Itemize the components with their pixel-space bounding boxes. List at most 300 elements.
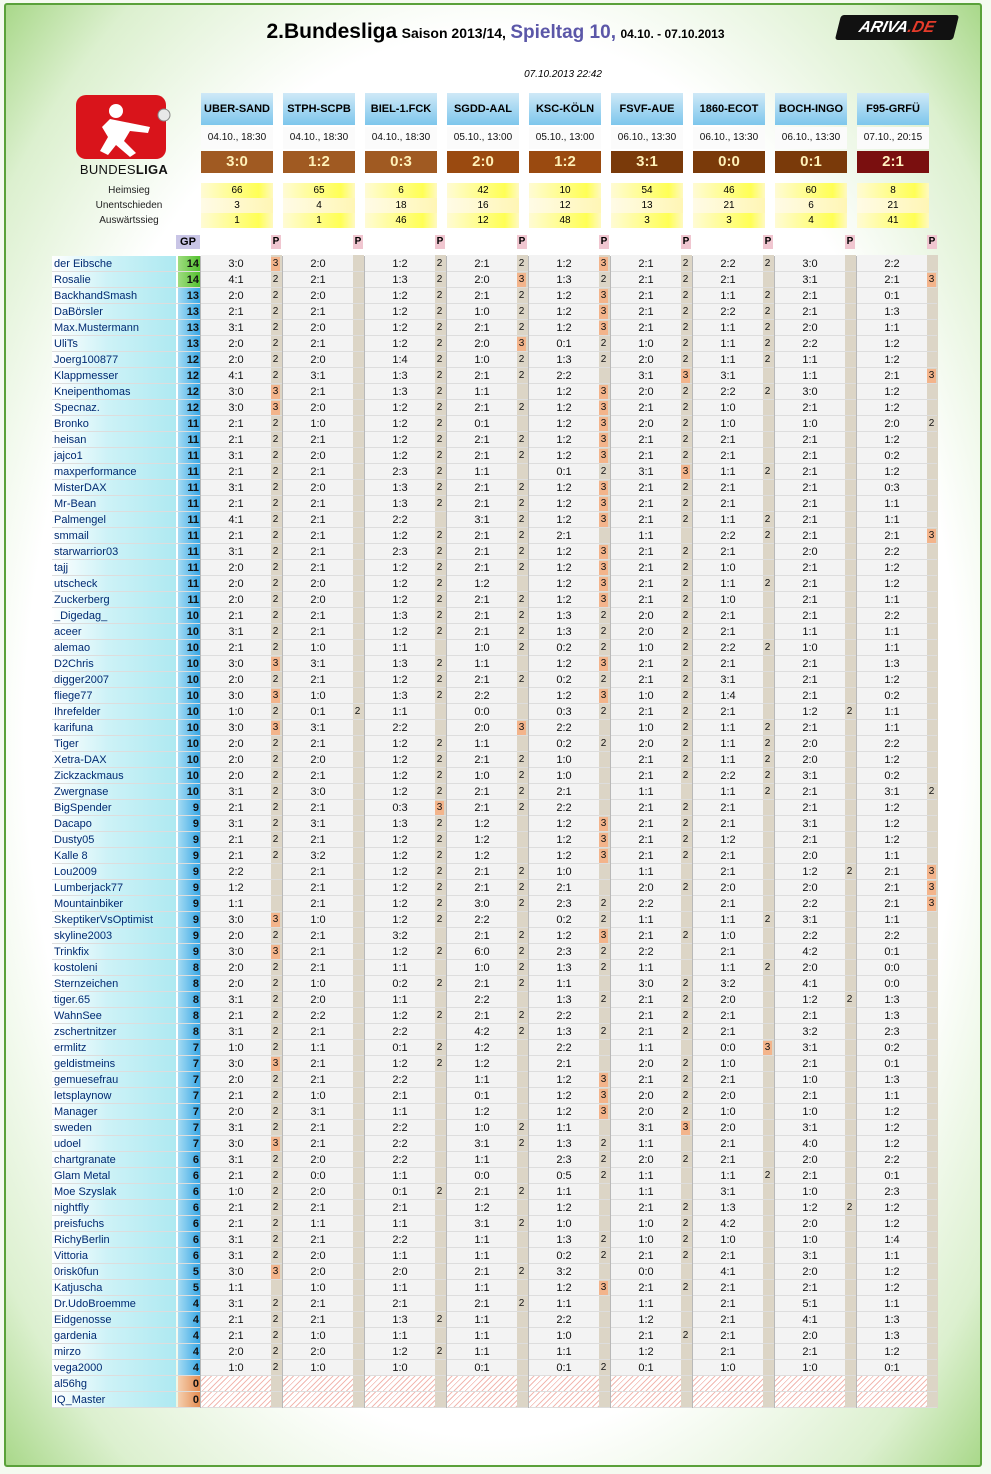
tip-cell: 0:0 [884,962,900,974]
player-name[interactable]: jajco1 [54,450,83,462]
tip-points [681,961,690,975]
player-name[interactable]: tajj [54,562,69,574]
player-points: 11 [178,448,200,464]
table-row [52,432,942,448]
match-result: 0:1 [775,151,847,173]
player-name[interactable]: utscheck [54,578,98,590]
player-name[interactable]: Tiger [54,738,79,750]
match-code[interactable]: 1860-ECOT [693,93,765,125]
tip-cell: 4:1 [228,514,244,526]
player-name[interactable]: letsplaynow [54,1090,112,1102]
tip-points [927,641,936,655]
tip-points: 2 [600,706,607,717]
tip-points [927,385,936,399]
tip-cell: 2:1 [310,546,326,558]
tip-points [763,1297,772,1311]
tip-cell: 2:0 [638,610,654,622]
tip-points [845,785,854,799]
empty-tip-cell [529,1376,599,1392]
tip-points: 2 [518,786,525,797]
tip-cell: 1:2 [474,1042,490,1054]
player-points: 14 [178,272,200,288]
tip-points: 2 [682,850,689,861]
player-name[interactable]: MisterDAX [54,482,107,494]
player-name[interactable]: DaBörsler [54,306,103,318]
match-code[interactable]: FSVF-AUE [611,93,683,125]
tip-points [517,849,526,863]
tip-cell: 1:0 [310,914,326,926]
tip-cell: 2:1 [720,1346,736,1358]
tip-cell: 3:0 [802,386,818,398]
tip-cell: 1:2 [228,882,244,894]
table-row [52,784,942,800]
tip-cell: 1:1 [556,1346,572,1358]
player-name[interactable]: _Digedag_ [54,610,108,622]
player-name[interactable]: Bronko [54,418,89,430]
tip-points [353,321,362,335]
player-name[interactable]: vega2000 [54,1362,103,1374]
tip-points [271,897,280,911]
table-row [52,336,942,352]
player-name[interactable]: Ihrefelder [54,706,101,718]
player-points: 11 [178,512,200,528]
player-name[interactable]: Sternzeichen [54,978,119,990]
player-points: 7 [178,1040,200,1056]
tip-cell: 0:1 [884,946,900,958]
tip-cell: 1:1 [392,706,408,718]
tip-points [927,1169,936,1183]
tip-cell: 1:3 [392,690,408,702]
player-name[interactable]: preisfuchs [54,1218,105,1230]
table-row [52,368,942,384]
tip-cell: 2:1 [310,946,326,958]
tip-cell: 1:2 [884,1282,900,1294]
tip-points: 2 [272,818,279,829]
player-name[interactable]: Zwergnase [54,786,109,798]
player-name[interactable]: kostoleni [54,962,98,974]
tip-cell: 1:2 [556,834,572,846]
match-code[interactable]: BOCH-INGO [775,93,847,125]
player-name[interactable]: RichyBerlin [54,1234,110,1246]
tip-points [845,625,854,639]
player-name[interactable]: zschertnitzer [54,1026,117,1038]
tip-cell: 1:2 [884,1218,900,1230]
tip-cell: 0:1 [556,338,572,350]
tip-points: 2 [436,498,443,509]
tip-points [927,1297,936,1311]
tip-points [681,897,690,911]
tip-cell: 2:1 [310,674,326,686]
tip-cell: 2:0 [228,738,244,750]
tip-cell: 1:2 [474,818,490,830]
tip-points [353,1361,362,1375]
player-name[interactable]: Xetra-DAX [54,754,107,766]
empty-tip-cell [365,1376,435,1392]
tip-cell: 1:2 [884,674,900,686]
player-name[interactable]: IQ_Master [54,1394,106,1406]
tip-cell: 2:1 [310,386,326,398]
tip-cell: 2:1 [884,274,900,286]
tip-points: 2 [272,1362,279,1373]
tip-cell: 2:0 [884,418,900,430]
tip-cell: 2:2 [392,1074,408,1086]
tip-points [763,673,772,687]
tip-points [927,481,936,495]
tip-points: 2 [272,770,279,781]
player-name[interactable]: Klappmesser [54,370,119,382]
tip-cell: 2:0 [310,994,326,1006]
tip-cell: 3:1 [310,370,326,382]
tip-points [353,1217,362,1231]
tip-cell: 2:1 [638,802,654,814]
tip-points [517,817,526,831]
tip-cell: 2:1 [228,1202,244,1214]
tip-points: 2 [272,754,279,765]
tip-points: 2 [272,1218,279,1229]
tip-cell: 1:2 [392,786,408,798]
tip-cell: 0:1 [310,706,326,718]
player-name[interactable]: ermlitz [54,1042,87,1054]
table-row [52,272,942,288]
player-points: 6 [178,1216,200,1232]
tip-points [763,865,772,879]
tip-points: 2 [518,1186,525,1197]
player-name[interactable]: udoel [54,1138,81,1150]
tip-cell: 1:1 [310,1218,326,1230]
tip-points: 2 [518,402,525,413]
tip-cell: 2:1 [638,434,654,446]
tip-points [927,1281,936,1295]
tip-points [927,1345,936,1359]
tip-cell: 1:1 [392,1218,408,1230]
tip-cell: 1:0 [720,1058,736,1070]
player-name[interactable]: Eidgenosse [54,1314,112,1326]
draw-count: 16 [447,198,519,213]
empty-tip-cell [529,1392,599,1408]
player-name[interactable]: fliege77 [54,690,93,702]
tip-points: 2 [682,1330,689,1341]
player-name[interactable]: Dr.UdoBroemme [54,1298,136,1310]
tip-points: 2 [272,1106,279,1117]
tip-points [353,1297,362,1311]
player-name[interactable]: Specnaz. [54,402,100,414]
tip-cell: 2:2 [720,258,736,270]
player-name[interactable]: WahnSee [54,1010,102,1022]
player-name[interactable]: Palmengel [54,514,106,526]
tip-cell: 1:2 [474,850,490,862]
tip-points: 2 [846,1202,853,1213]
tip-points [599,721,608,735]
tip-cell: 2:1 [802,562,818,574]
tip-cell: 2:1 [720,1010,736,1022]
player-name[interactable]: gardenia [54,1330,97,1342]
tip-points: 2 [436,770,443,781]
player-name[interactable]: Joerg100877 [54,354,119,366]
player-name[interactable]: skyline2003 [54,930,113,942]
tip-cell: 0:2 [884,1042,900,1054]
tip-points [927,705,936,719]
player-points: 11 [178,560,200,576]
tip-cell: 2:1 [802,834,818,846]
player-name[interactable]: Rosalie [54,274,91,286]
table-row [52,1056,942,1072]
tip-points [435,993,444,1007]
player-name[interactable]: BackhandSmash [54,290,138,302]
tip-cell: 4:1 [720,1266,736,1278]
empty-tip-cell [365,1392,435,1408]
player-name[interactable]: Katjuscha [54,1282,103,1294]
tip-points [353,945,362,959]
player-points: 4 [178,1312,200,1328]
tip-points: 2 [436,626,443,637]
tip-points [353,305,362,319]
player-name[interactable]: BigSpender [54,802,112,814]
tip-points [353,1009,362,1023]
player-name[interactable]: D2Chris [54,658,94,670]
tip-points [435,1249,444,1263]
tip-points [763,1265,772,1279]
tip-points: 2 [272,1154,279,1165]
player-name[interactable]: 0risk0fun [54,1266,99,1278]
player-points: 9 [178,864,200,880]
tip-cell: 1:1 [720,322,736,334]
tip-points: 2 [518,882,525,893]
tip-cell: 1:0 [228,1042,244,1054]
tip-points [763,993,772,1007]
player-name[interactable]: Kalle 8 [54,850,88,862]
tip-cell: 1:0 [556,754,572,766]
player-name[interactable]: aceer [54,626,82,638]
tip-points [353,513,362,527]
tip-points [353,689,362,703]
player-name[interactable]: heisan [54,434,87,446]
tip-cell: 2:0 [228,354,244,366]
player-name[interactable]: nightfly [54,1202,89,1214]
tip-cell: 1:3 [556,626,572,638]
player-name[interactable]: alemao [54,642,91,654]
player-name[interactable]: der Eibsche [54,258,113,270]
column-divider [200,256,201,1408]
tip-points: 3 [272,258,279,269]
tip-points: 2 [436,690,443,701]
tip-cell: 2:0 [310,322,326,334]
player-name[interactable]: SkeptikerVsOptimist [54,914,154,926]
tip-cell: 2:0 [228,962,244,974]
tip-cell: 1:0 [720,930,736,942]
tip-points: 2 [682,386,689,397]
tip-points [353,577,362,591]
tip-cell: 2:1 [474,866,490,878]
player-name[interactable]: Zickzackmaus [54,770,124,782]
tip-cell: 3:1 [228,1298,244,1310]
tip-cell: 1:3 [884,1010,900,1022]
tip-cell: 1:2 [392,418,408,430]
player-name[interactable]: karifuna [54,722,94,734]
tip-points: 3 [518,722,525,733]
player-name[interactable]: al56hg [54,1378,88,1390]
player-name[interactable]: maxperformance [54,466,137,478]
tip-cell: 2:0 [310,402,326,414]
match-code[interactable]: UBER-SAND [201,93,273,125]
tip-cell: 1:3 [720,1202,736,1214]
tip-points: 3 [928,866,935,877]
player-name[interactable]: geldistmeins [54,1058,116,1070]
column-divider [610,256,611,1408]
player-name[interactable]: Mountainbiker [54,898,124,910]
tip-cell: 2:1 [802,594,818,606]
player-name[interactable]: Dacapo [54,818,92,830]
tip-cell: 1:1 [392,962,408,974]
tip-points [517,913,526,927]
tip-points: 2 [682,610,689,621]
tip-cell: 2:0 [720,882,736,894]
tip-cell: 6:0 [474,946,490,958]
tip-cell: 3:1 [638,1122,654,1134]
match-code[interactable]: BIEL-1.FCK [365,93,437,125]
tip-points: 2 [682,1010,689,1021]
tip-points: 3 [272,1058,279,1069]
table-row [52,1264,942,1280]
match-code[interactable]: STPH-SCPB [283,93,355,125]
tip-points [353,721,362,735]
tip-points [927,1313,936,1327]
player-name[interactable]: Glam Metal [54,1170,111,1182]
player-name[interactable]: mirzo [54,1346,81,1358]
player-name[interactable]: Dusty05 [54,834,95,846]
tip-points [845,609,854,623]
tip-points [763,1233,772,1247]
tip-points: 2 [518,546,525,557]
tip-points [435,721,444,735]
tip-cell: 2:1 [720,434,736,446]
tip-points: 3 [600,562,607,573]
player-name[interactable]: Moe Szyslak [54,1186,117,1198]
tip-points [517,1089,526,1103]
tip-points [681,1169,690,1183]
tip-cell: 2:1 [802,722,818,734]
home-win-count: 6 [365,183,437,198]
tip-cell: 2:0 [802,1154,818,1166]
tip-cell: 3:1 [310,1106,326,1118]
tip-points: 2 [272,290,279,301]
tip-cell: 2:2 [474,690,490,702]
player-name[interactable]: Lumberjack77 [54,882,124,894]
player-name[interactable]: gemuesefrau [54,1074,119,1086]
tip-points [517,833,526,847]
player-name[interactable]: Mr-Bean [54,498,97,510]
tip-points: 2 [600,898,607,909]
player-name[interactable]: chartgranate [54,1154,116,1166]
tip-points [517,689,526,703]
tip-points [845,1121,854,1135]
tip-points [353,833,362,847]
tip-cell: 1:1 [228,1282,244,1294]
away-win-count: 41 [857,213,929,228]
tip-points [927,1073,936,1087]
tip-cell: 2:1 [802,498,818,510]
tip-cell: 2:1 [474,674,490,686]
match-code[interactable]: SGDD-AAL [447,93,519,125]
tip-cell: 3:1 [720,674,736,686]
tip-points [845,913,854,927]
column-divider [856,256,857,1408]
table-row [52,1184,942,1200]
tip-points [927,1361,936,1375]
player-name[interactable]: Trinkfix [54,946,90,958]
player-name[interactable]: digger2007 [54,674,110,686]
tip-points [845,385,854,399]
tip-points [927,577,936,591]
tip-points: 2 [272,354,279,365]
player-name[interactable]: tiger.65 [54,994,91,1006]
player-points: 6 [178,1248,200,1264]
tip-points [599,1057,608,1071]
tip-points [763,977,772,991]
tip-points: 3 [600,386,607,397]
tip-points: 2 [436,1010,443,1021]
tip-points [435,1265,444,1279]
tip-cell: 1:1 [474,1314,490,1326]
player-name[interactable]: Vittoria [54,1250,89,1262]
player-points: 11 [178,480,200,496]
tip-cell: 2:1 [228,1010,244,1022]
player-name[interactable]: Max.Mustermann [54,322,139,334]
tip-cell: 1:1 [474,1330,490,1342]
tip-points [927,1137,936,1151]
tip-cell: 2:2 [392,1122,408,1134]
player-name[interactable]: Kneipenthomas [54,386,131,398]
tip-points: 3 [600,850,607,861]
tip-cell: 1:0 [638,1218,654,1230]
player-name[interactable]: UliTs [54,338,78,350]
tip-points: 2 [272,1074,279,1085]
tip-cell: 1:0 [474,770,490,782]
player-name[interactable]: smmail [54,530,89,542]
tip-points [927,929,936,943]
tip-points [435,1233,444,1247]
tip-points: 2 [436,402,443,413]
tip-cell: 0:0 [474,706,490,718]
tip-points: 2 [600,338,607,349]
player-name[interactable]: Zuckerberg [54,594,110,606]
player-name[interactable]: sweden [54,1122,92,1134]
tip-cell: 1:1 [556,1186,572,1198]
tip-points: 3 [600,930,607,941]
tip-points: 2 [272,1010,279,1021]
tip-points [927,257,936,271]
match-code[interactable]: KSC-KÖLN [529,93,601,125]
match-date: 05.10., 13:00 [447,127,519,149]
player-name[interactable]: Lou2009 [54,866,97,878]
tip-points: 3 [272,1138,279,1149]
tip-points [353,1281,362,1295]
tip-points [763,1249,772,1263]
tip-points [763,1345,772,1359]
tip-points: 3 [272,402,279,413]
ariva-logo[interactable] [835,15,959,40]
tip-points [845,689,854,703]
player-name[interactable]: Manager [54,1106,98,1118]
tip-cell: 2:1 [310,562,326,574]
tip-cell: 2:1 [884,530,900,542]
tip-cell: 1:0 [474,1122,490,1134]
tip-points: 2 [272,738,279,749]
tip-points: 2 [436,866,443,877]
match-code[interactable]: F95-GRFÜ [857,93,929,125]
player-name[interactable]: starwarrior03 [54,546,119,558]
tip-cell: 2:0 [228,674,244,686]
tip-points: 2 [436,290,443,301]
